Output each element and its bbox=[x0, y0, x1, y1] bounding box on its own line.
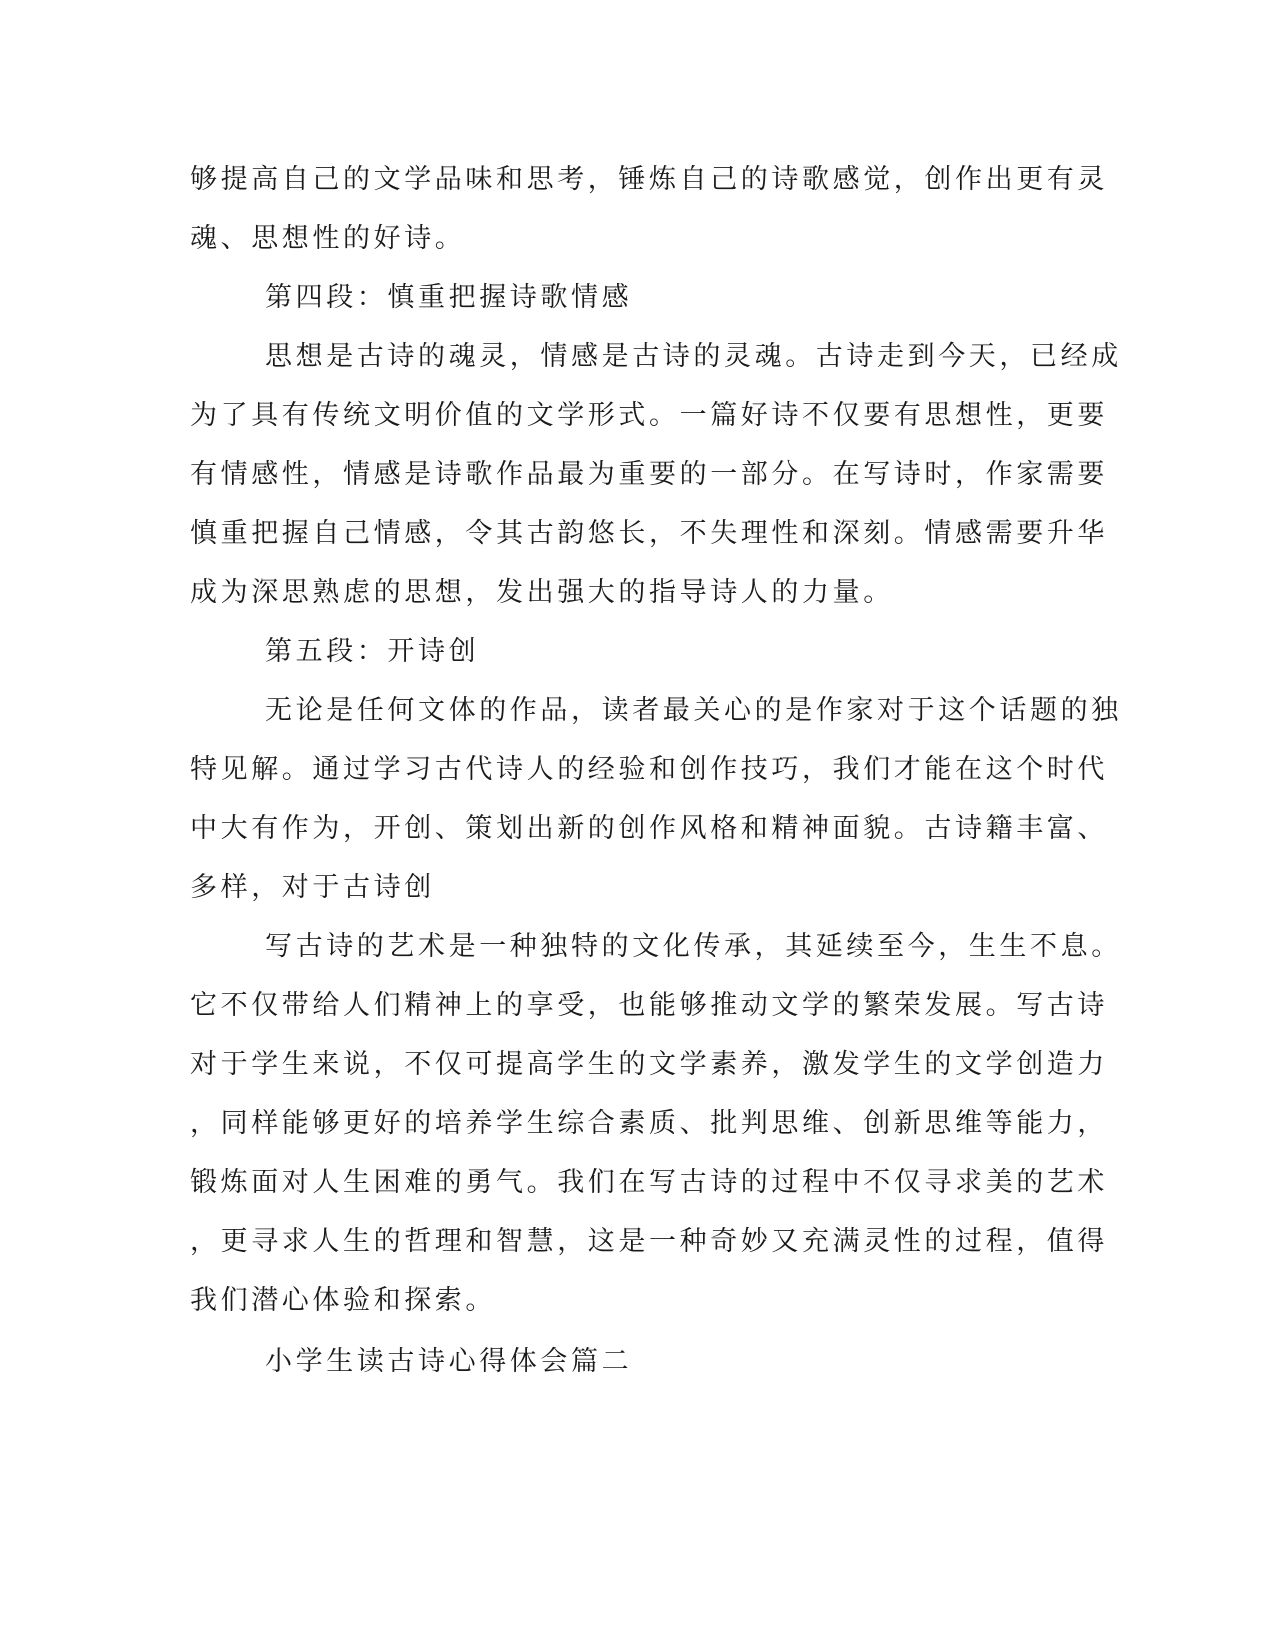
paragraph-line: 无论是任何文体的作品，读者最关心的是作家对于这个话题的独 bbox=[265, 695, 1122, 726]
article-subtitle: 小学生读古诗心得体会篇二 bbox=[265, 1346, 633, 1377]
paragraph-line: 我们潜心体验和探索。 bbox=[190, 1285, 496, 1316]
paragraph-line: 锻炼面对人生困难的勇气。我们在写古诗的过程中不仅寻求美的艺术 bbox=[190, 1167, 1108, 1198]
paragraph-line: 特见解。通过学习古代诗人的经验和创作技巧，我们才能在这个时代 bbox=[190, 754, 1108, 785]
paragraph-line: 中大有作为，开创、策划出新的创作风格和精神面貌。古诗籍丰富、 bbox=[190, 813, 1108, 844]
section-heading-5: 第五段：开诗创 bbox=[265, 636, 480, 667]
paragraph-line: 多样，对于古诗创 bbox=[190, 872, 435, 903]
paragraph-line: ，更寻求人生的哲理和智慧，这是一种奇妙又充满灵性的过程，值得 bbox=[190, 1226, 1108, 1257]
paragraph-line: ，同样能够更好的培养学生综合素质、批判思维、创新思维等能力， bbox=[190, 1108, 1108, 1139]
paragraph-line: 成为深思熟虑的思想，发出强大的指导诗人的力量。 bbox=[190, 577, 894, 608]
paragraph-line: 慎重把握自己情感，令其古韵悠长，不失理性和深刻。情感需要升华 bbox=[190, 518, 1108, 549]
paragraph-line: 够提高自己的文学品味和思考，锤炼自己的诗歌感觉，创作出更有灵 bbox=[190, 164, 1108, 195]
paragraph-line: 写古诗的艺术是一种独特的文化传承，其延续至今，生生不息。 bbox=[265, 931, 1122, 962]
paragraph-line: 思想是古诗的魂灵，情感是古诗的灵魂。古诗走到今天，已经成 bbox=[265, 341, 1122, 372]
paragraph-line: 有情感性，情感是诗歌作品最为重要的一部分。在写诗时，作家需要 bbox=[190, 459, 1108, 490]
paragraph-line: 魂、思想性的好诗。 bbox=[190, 223, 466, 254]
paragraph-line: 为了具有传统文明价值的文学形式。一篇好诗不仅要有思想性，更要 bbox=[190, 400, 1108, 431]
paragraph-line: 它不仅带给人们精神上的享受，也能够推动文学的繁荣发展。写古诗 bbox=[190, 990, 1108, 1021]
paragraph-line: 对于学生来说，不仅可提高学生的文学素养，激发学生的文学创造力 bbox=[190, 1049, 1108, 1080]
section-heading-4: 第四段：慎重把握诗歌情感 bbox=[265, 282, 633, 313]
